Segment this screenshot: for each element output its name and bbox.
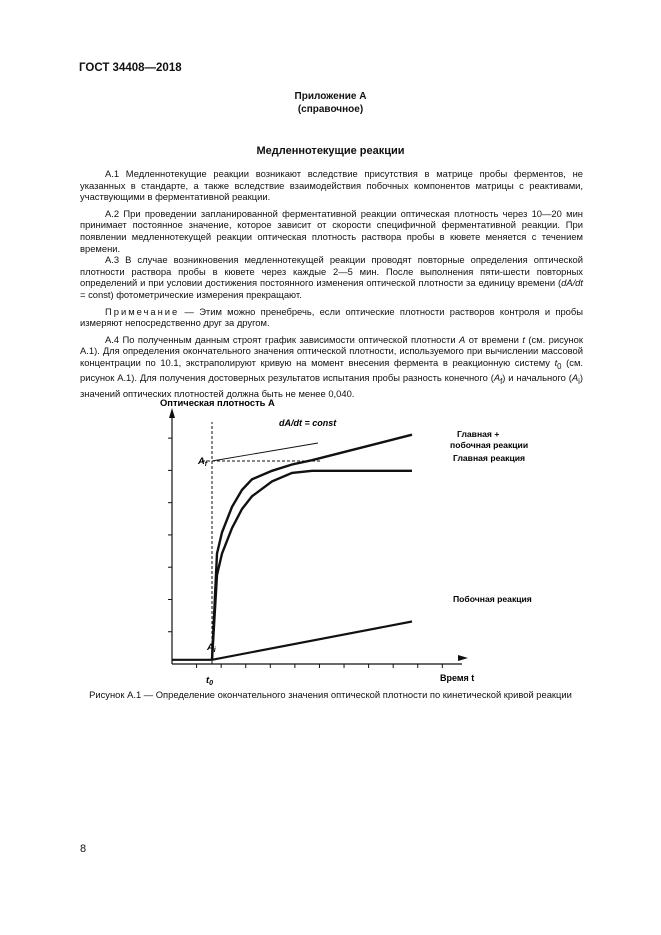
- symbol-Af-sub: f: [500, 377, 503, 387]
- page-number: 8: [80, 843, 87, 855]
- paragraph-a3-text-2: = const) фотометрические измерения прекращают.: [80, 288, 302, 300]
- paragraph-a4-text-2: от времени: [465, 333, 523, 345]
- paragraph-a4-text-5: ) и начального (: [502, 372, 572, 384]
- series-main-plus-side: [212, 435, 412, 660]
- x-axis-arrow: [458, 655, 468, 661]
- appendix-heading: [0, 90, 661, 116]
- y-axis-label: Оптическая плотность A: [160, 397, 275, 408]
- paragraph-a3: [80, 254, 583, 300]
- y-axis-arrow: [169, 408, 175, 418]
- paragraph-a1: А.1 Медленнотекущие реакции возникают вследствие присутствия в матрице пробы ферментов, не указанных в стандарте, а также вследствие взаимодействия побочных компонентов матрицы с реактивами, участвующими в ферментативной реакции.: [80, 168, 583, 203]
- label-main-plus-side-1: Главная +: [457, 429, 500, 439]
- paragraph-a3-text-1: А.3 В случае возникновения медленнотекущей реакции проводят повторные определения оптической плотности раствора пробы в кювете через каждые 2—5 мин. После выполнения пяти-шести повторных определений и при условии достижения постоянного изменения оптической плотности за единицу времени (: [80, 254, 583, 289]
- extrapolation-line: [212, 443, 318, 461]
- dadt-annotation: dA/dt = const: [279, 418, 337, 428]
- marker-t0: $t_0$: [206, 674, 214, 687]
- y-ticks: [168, 438, 172, 632]
- symbol-A: A: [459, 333, 466, 345]
- symbol-Ai: A: [571, 372, 579, 384]
- symbol-Af: A: [493, 372, 501, 384]
- symbol-Ai-sub: i: [578, 377, 580, 387]
- body-text: [80, 168, 583, 404]
- figure-caption: Рисунок А.1 — Определение окончательного значения оптической плотности по кинетической кривой реакции: [89, 689, 572, 700]
- symbol-t0-sub: 0: [557, 361, 562, 371]
- label-main-plus-side-2: побочная реакции: [450, 440, 529, 450]
- marker-af: $A_f$: [198, 455, 208, 468]
- marker-ai: $A_i$: [207, 641, 216, 654]
- section-title: Медленнотекущие реакции: [256, 145, 405, 157]
- figure-a1: [140, 392, 560, 692]
- paragraph-a2: А.2 При проведении запланированной ферментативной реакции оптическая плотность через 10—20 мин принимает постоянное значение, которое зависит от скорости специфичной ферментативной реакции. При появлении медленнотекущей реакции оптическая плотность раствора пробы в кювете меняется с течением времени.: [80, 207, 583, 254]
- x-axis-label: Время t: [440, 673, 475, 683]
- symbol-t0: t: [554, 356, 558, 368]
- label-main: Главная реакция: [453, 453, 526, 463]
- kinetic-curve-chart: [140, 392, 560, 692]
- standard-code: ГОСТ 34408—2018: [79, 62, 182, 74]
- note: [80, 306, 583, 329]
- paragraph-a4-text-1: А.4 По полученным данным строят график зависимости оптической плотности: [105, 333, 460, 345]
- note-text: — Этим можно пренебречь, если оптические плотности растворов контроля и пробы измеряют непосредственно друг за другом.: [80, 305, 583, 329]
- paragraph-a4: [80, 334, 583, 400]
- label-side: Побочная реакция: [453, 594, 532, 604]
- note-label: Примечание: [105, 305, 180, 317]
- formula-dadt: dA/dt: [561, 277, 583, 289]
- symbol-t: t: [522, 333, 525, 345]
- series-main: [212, 471, 412, 660]
- appendix-title: Приложение А: [294, 91, 367, 102]
- paragraph-a4-text-4: (см. рисунок А.1). Для получения достоверных результатов испытания пробы разность конечного (: [80, 356, 583, 384]
- paragraph-a4-text-3: (см. рисунок А.1). Для определения окончательного значения оптической плотности, используемого при вычислении массовой концентрации по 10.1, экстраполируют кривую на момент внесения фермента в реакционную систему: [80, 333, 584, 368]
- paragraph-a4-text-6: ) значений оптических плотностей должна быть не менее 0,040.: [80, 372, 583, 399]
- appendix-subtitle: (справочное): [297, 104, 364, 115]
